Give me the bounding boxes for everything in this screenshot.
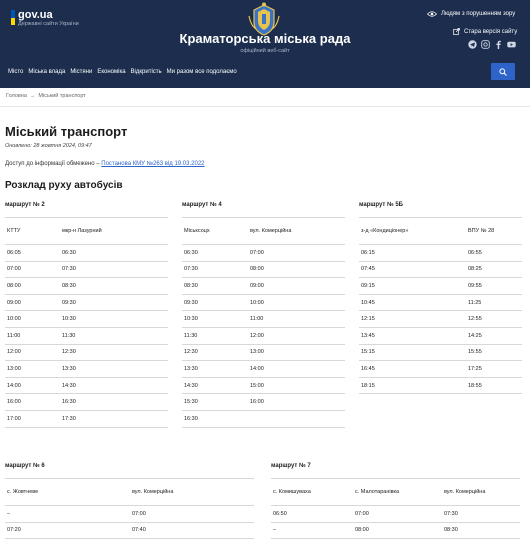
departure-time: 06:50 <box>273 510 287 517</box>
column-header: КТТУ <box>7 228 21 234</box>
departure-time: 10:00 <box>250 299 264 306</box>
departure-time: 07:30 <box>184 266 198 273</box>
departure-time: 08:25 <box>468 266 482 273</box>
departure-time: 12:55 <box>468 316 482 323</box>
departure-time: 13:45 <box>361 332 375 339</box>
table-row <box>359 295 522 312</box>
table-row <box>359 345 522 362</box>
main-nav <box>8 69 242 75</box>
column-header: с. Комишуваха <box>273 489 311 495</box>
route-name: маршрут № 5Б <box>359 202 403 208</box>
breadcrumb-separator: → <box>29 93 36 99</box>
table-row <box>5 278 168 295</box>
route-5b-schedule <box>359 198 522 394</box>
table-row <box>271 506 520 523</box>
breadcrumb <box>6 93 89 99</box>
departure-time: 09:30 <box>62 299 76 306</box>
table-row <box>182 278 345 295</box>
departure-time: 07:00 <box>355 510 369 517</box>
departure-time: 08:30 <box>444 527 458 534</box>
departure-time: 07:00 <box>132 510 146 517</box>
route-name: маршрут № 6 <box>5 463 45 469</box>
departure-time: 11:00 <box>250 316 264 323</box>
table-row <box>359 245 522 262</box>
table-row <box>359 378 522 395</box>
table-header-row <box>271 479 520 506</box>
old-version-link[interactable] <box>453 28 517 35</box>
departure-time: 09:55 <box>468 282 482 289</box>
departure-time: 06:30 <box>62 249 76 256</box>
departure-time: – <box>273 527 277 534</box>
search-button[interactable] <box>491 63 515 80</box>
breadcrumb-current: Міський транспорт <box>38 93 86 99</box>
breadcrumb-home[interactable]: Головна <box>6 93 27 99</box>
column-header: вул. Комерційна <box>132 489 174 495</box>
departure-time: 07:20 <box>7 527 21 534</box>
table-row <box>182 245 345 262</box>
departure-time: 09:15 <box>361 282 375 289</box>
route-name: маршрут № 7 <box>271 463 311 469</box>
telegram-icon[interactable] <box>468 40 477 49</box>
departure-time: 08:00 <box>250 266 264 273</box>
table-row <box>182 311 345 328</box>
route-name: маршрут № 2 <box>5 202 45 208</box>
table-row <box>5 262 168 279</box>
table-row <box>359 311 522 328</box>
departure-time: 07:30 <box>62 266 76 273</box>
departure-time: 14:30 <box>184 382 198 389</box>
old-version-link-label: Стара версія сайту <box>464 28 518 35</box>
departure-time: 13:00 <box>7 365 21 372</box>
gov-ua-sub: Державні сайти України <box>18 21 79 27</box>
departure-time: 12:00 <box>250 332 264 339</box>
departure-time: 16:30 <box>184 415 198 422</box>
departure-time: 08:00 <box>355 527 369 534</box>
nav-item-economy[interactable]: Економіка <box>97 69 126 75</box>
accessibility-link[interactable] <box>427 11 515 17</box>
table-row <box>359 361 522 378</box>
facebook-icon[interactable] <box>494 40 503 49</box>
column-header: с. Жовтневе <box>7 489 39 495</box>
access-notice-text: Доступ до інформації обмежено – <box>5 161 100 167</box>
departure-time: 18:55 <box>468 382 482 389</box>
updated-date: Оновлено: 28 жовтня 2024, 09:47 <box>5 143 92 149</box>
departure-time: 16:00 <box>7 399 21 406</box>
table-row <box>182 345 345 362</box>
departure-time: 07:45 <box>361 266 375 273</box>
table-row <box>5 245 168 262</box>
departure-time: – <box>7 510 11 517</box>
table-row <box>359 262 522 279</box>
column-header: ВПУ № 28 <box>468 228 495 234</box>
departure-time: 15:15 <box>361 349 375 356</box>
link-icon <box>453 28 460 35</box>
departure-time: 12:30 <box>62 349 76 356</box>
route-7-schedule <box>271 459 520 539</box>
nav-item-city[interactable]: Місто <box>8 69 24 75</box>
departure-time: 10:30 <box>184 316 198 323</box>
table-row <box>5 394 168 411</box>
departure-time: 14:25 <box>468 332 482 339</box>
departure-time: 16:45 <box>361 365 375 372</box>
nav-item-openness[interactable]: Відкритість <box>130 69 162 75</box>
departure-time: 10:45 <box>361 299 375 306</box>
schedule-table <box>182 217 345 428</box>
departure-time: 08:30 <box>62 282 76 289</box>
table-row <box>5 506 254 523</box>
departure-time: 12:15 <box>361 316 375 323</box>
table-header-row <box>5 479 254 506</box>
departure-time: 16:30 <box>62 399 76 406</box>
schedule-table <box>5 478 254 539</box>
departure-time: 17:30 <box>62 415 76 422</box>
departure-time: 07:30 <box>444 510 458 517</box>
social-links <box>468 40 520 49</box>
youtube-icon[interactable] <box>507 40 516 49</box>
column-header: вул. Комерційна <box>444 489 486 495</box>
departure-time: 11:30 <box>62 332 76 339</box>
access-notice-link[interactable]: Постанова КМУ №263 від 19.03.2022 <box>101 161 205 167</box>
schedule-table <box>5 217 168 428</box>
column-header: мкр-н Лазурний <box>62 228 102 234</box>
nav-item-city-government[interactable]: Міська влада <box>28 69 66 75</box>
table-header-row <box>5 218 168 245</box>
schedule-table <box>359 217 522 394</box>
departure-time: 08:00 <box>7 282 21 289</box>
page-title: Міський транспорт <box>5 124 128 139</box>
departure-time: 14:00 <box>250 365 264 372</box>
departure-time: 14:00 <box>7 382 21 389</box>
departure-time: 07:40 <box>132 527 146 534</box>
departure-time: 06:55 <box>468 249 482 256</box>
ukraine-flag-icon <box>11 10 15 25</box>
table-row <box>5 295 168 312</box>
departure-time: 09:30 <box>184 299 198 306</box>
departure-time: 10:30 <box>62 316 76 323</box>
table-row <box>5 523 254 540</box>
departure-time: 07:00 <box>7 266 21 273</box>
table-row <box>5 361 168 378</box>
departure-time: 18:15 <box>361 382 375 389</box>
route-6-schedule <box>5 459 254 539</box>
table-row <box>182 295 345 312</box>
search-icon <box>499 68 507 76</box>
column-header: с. Малотаранівка <box>355 489 400 495</box>
departure-time: 16:00 <box>250 399 264 406</box>
departure-time: 09:00 <box>7 299 21 306</box>
divider <box>0 106 530 107</box>
departure-time: 10:00 <box>7 316 21 323</box>
departure-time: 15:00 <box>250 382 264 389</box>
route-4-schedule <box>182 198 345 428</box>
departure-time: 13:00 <box>250 349 264 356</box>
nav-item-together[interactable]: Ми разом все подолаємо <box>166 69 237 75</box>
table-row <box>5 345 168 362</box>
departure-time: 06:30 <box>184 249 198 256</box>
site-subtitle: офіційний веб-сайт <box>240 48 290 54</box>
departure-time: 12:00 <box>7 349 21 356</box>
table-row <box>5 311 168 328</box>
departure-time: 17:25 <box>468 365 482 372</box>
column-header: вул. Комерційна <box>250 228 292 234</box>
departure-time: 08:30 <box>184 282 198 289</box>
eye-icon <box>427 11 437 17</box>
table-row <box>182 262 345 279</box>
departure-time: 11:00 <box>7 332 21 339</box>
nav-item-residents[interactable]: Містяни <box>70 69 93 75</box>
column-header: з-д «Кондиціонер» <box>361 228 409 234</box>
column-header: Міськсоцх <box>184 228 210 234</box>
departure-time: 07:00 <box>250 249 264 256</box>
route-2-schedule <box>5 198 168 428</box>
table-row <box>5 411 168 428</box>
departure-time: 12:30 <box>184 349 198 356</box>
departure-time: 14:30 <box>62 382 76 389</box>
gov-ua-link[interactable] <box>11 9 79 28</box>
site-header <box>0 0 530 88</box>
table-row <box>182 328 345 345</box>
table-header-row <box>182 218 345 245</box>
table-row <box>182 361 345 378</box>
table-row <box>359 278 522 295</box>
schedule-table <box>271 478 520 539</box>
table-row <box>182 394 345 411</box>
departure-time: 15:30 <box>184 399 198 406</box>
access-notice <box>5 161 205 167</box>
departure-time: 11:30 <box>184 332 198 339</box>
instagram-icon[interactable] <box>481 40 490 49</box>
table-row <box>5 378 168 395</box>
table-row <box>359 328 522 345</box>
table-row <box>182 378 345 395</box>
site-title[interactable]: Краматорська міська рада <box>179 31 351 46</box>
route-name: маршрут № 4 <box>182 202 222 208</box>
table-header-row <box>359 218 522 245</box>
departure-time: 13:30 <box>184 365 198 372</box>
departure-time: 11:25 <box>468 299 482 306</box>
table-row <box>182 411 345 428</box>
table-row <box>5 328 168 345</box>
departure-time: 13:30 <box>62 365 76 372</box>
table-row <box>271 523 520 540</box>
departure-time: 17:00 <box>7 415 21 422</box>
departure-time: 06:05 <box>7 249 21 256</box>
departure-time: 09:00 <box>250 282 264 289</box>
departure-time: 15:55 <box>468 349 482 356</box>
accessibility-link-label: Людям з порушенням зору <box>441 11 516 17</box>
departure-time: 06:15 <box>361 249 375 256</box>
gov-ua-label: gov.ua <box>18 9 53 21</box>
section-title: Розклад руху автобусів <box>5 180 123 191</box>
